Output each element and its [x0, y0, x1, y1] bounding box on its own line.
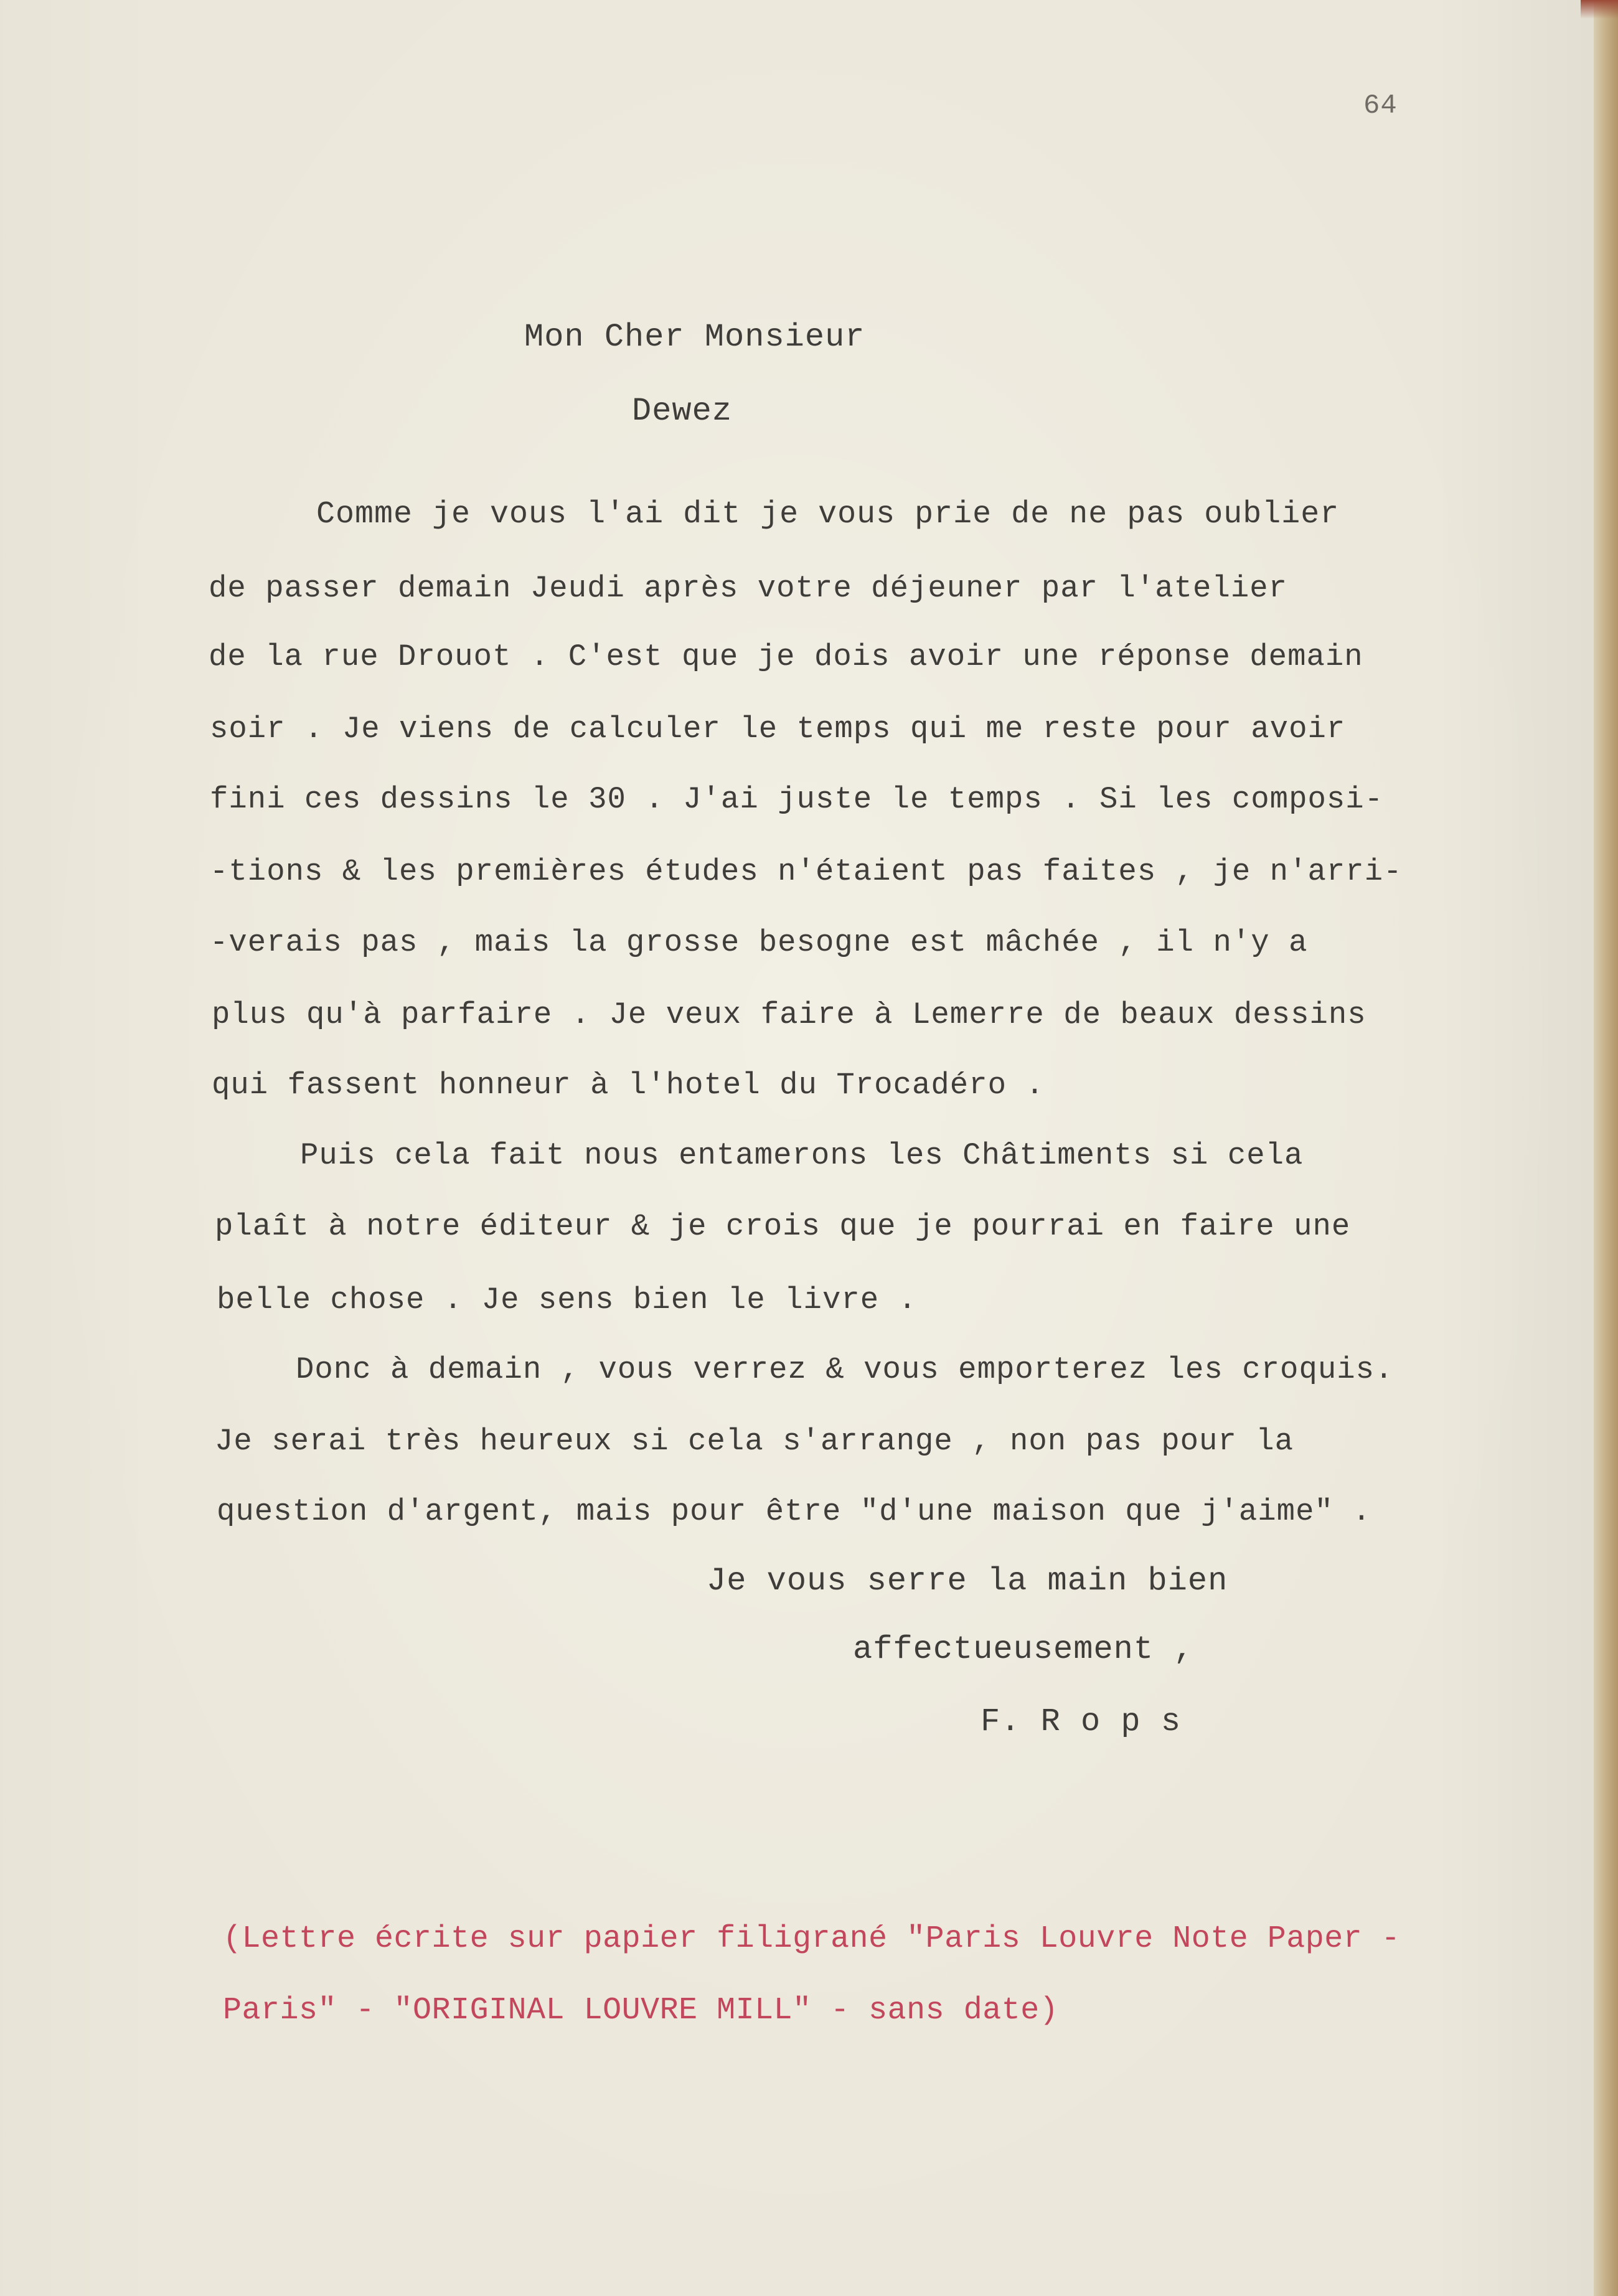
body-line: plaît à notre éditeur & je crois que je pourrai en faire une: [215, 1209, 1351, 1244]
body-line: fini ces dessins le 30 . J'ai juste le temps . Si les composi-: [210, 782, 1384, 817]
body-line: Puis cela fait nous entamerons les Châtiments si cela: [300, 1138, 1304, 1173]
book-edge: [1594, 0, 1618, 2296]
binding-corner: [1581, 0, 1618, 19]
body-line: -tions & les premières études n'étaient pas faites , je n'arri-: [210, 854, 1403, 889]
body-line: plus qu'à parfaire . Je veux faire à Lemerre de beaux dessins: [212, 997, 1366, 1032]
archival-note-line: Paris" - "ORIGINAL LOUVRE MILL" - sans date): [223, 1993, 1059, 2028]
page-number: 64: [1363, 90, 1398, 121]
body-line: -verais pas , mais la grosse besogne est mâchée , il n'y a: [210, 925, 1308, 960]
closing-line-2: affectueusement ,: [853, 1631, 1194, 1668]
archival-note-line: (Lettre écrite sur papier filigrané "Paris Louvre Note Paper -: [223, 1921, 1401, 1957]
body-line: de passer demain Jeudi après votre déjeuner par l'atelier: [209, 571, 1288, 606]
body-line: soir . Je viens de calculer le temps qui me reste pour avoir: [210, 712, 1346, 746]
body-line: Comme je vous l'ai dit je vous prie de ne pas oublier: [316, 497, 1340, 532]
body-line: belle chose . Je sens bien le livre .: [217, 1282, 917, 1317]
signature: F. R o p s: [981, 1703, 1182, 1740]
closing-line-1: Je vous serre la main bien: [707, 1563, 1228, 1599]
salutation-line-2: Dewez: [632, 393, 733, 430]
body-line: de la rue Drouot . C'est que je dois avoir une réponse demain: [209, 639, 1363, 674]
salutation-line-1: Mon Cher Monsieur: [524, 319, 865, 355]
body-line: question d'argent, mais pour être "d'une maison que j'aime" .: [217, 1494, 1371, 1529]
body-line: Donc à demain , vous verrez & vous emporterez les croquis.: [296, 1352, 1394, 1387]
body-line: qui fassent honneur à l'hotel du Trocadéro .: [212, 1068, 1045, 1103]
body-line: Je serai très heureux si cela s'arrange , non pas pour la: [215, 1424, 1294, 1459]
